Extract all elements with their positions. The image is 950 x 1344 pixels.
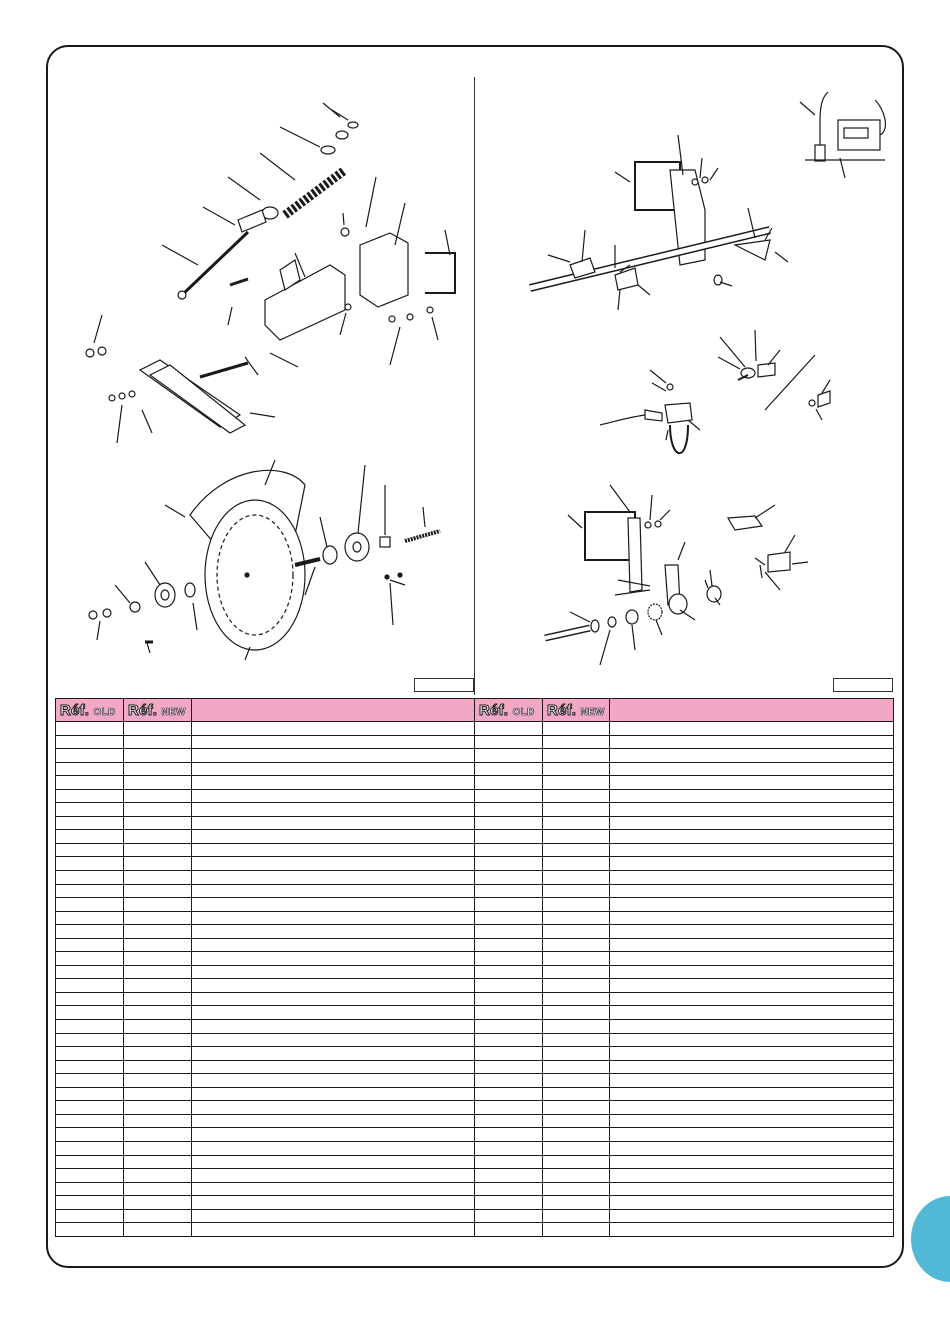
- table-cell: [192, 1196, 475, 1210]
- header-description-left: [192, 699, 475, 722]
- table-row: [56, 1128, 894, 1142]
- table-cell: [543, 1006, 610, 1020]
- table-cell: [610, 1155, 894, 1169]
- table-row: [56, 816, 894, 830]
- table-cell: [56, 1020, 124, 1034]
- table-cell: [124, 1006, 192, 1020]
- table-cell: [475, 1155, 543, 1169]
- table-cell: [543, 1033, 610, 1047]
- table-cell: [543, 938, 610, 952]
- table-cell: [192, 1209, 475, 1223]
- table-row: [56, 1209, 894, 1223]
- table-cell: [475, 979, 543, 993]
- table-cell: [192, 776, 475, 790]
- table-cell: [124, 830, 192, 844]
- table-row: [56, 1060, 894, 1074]
- table-cell: [543, 803, 610, 817]
- table-row: [56, 843, 894, 857]
- table-cell: [543, 1196, 610, 1210]
- table-cell: [192, 762, 475, 776]
- table-cell: [192, 1114, 475, 1128]
- diagram-drive-frame: [540, 480, 860, 675]
- table-cell: [124, 1114, 192, 1128]
- table-cell: [610, 1087, 894, 1101]
- table-cell: [124, 1020, 192, 1034]
- table-cell: [543, 1223, 610, 1237]
- table-cell: [543, 830, 610, 844]
- table-row: [56, 871, 894, 885]
- table-row: [56, 830, 894, 844]
- table-cell: [610, 1209, 894, 1223]
- table-cell: [124, 925, 192, 939]
- table-cell: [543, 979, 610, 993]
- table-cell: [56, 1101, 124, 1115]
- table-row: [56, 1047, 894, 1061]
- table-cell: [124, 735, 192, 749]
- table-cell: [192, 803, 475, 817]
- table-cell: [124, 1209, 192, 1223]
- table-row: [56, 911, 894, 925]
- table-cell: [543, 965, 610, 979]
- table-cell: [124, 816, 192, 830]
- table-cell: [610, 1006, 894, 1020]
- table-cell: [56, 1033, 124, 1047]
- table-cell: [610, 1020, 894, 1034]
- table-cell: [192, 992, 475, 1006]
- table-cell: [475, 992, 543, 1006]
- table-row: [56, 722, 894, 736]
- table-cell: [56, 735, 124, 749]
- table-cell: [543, 1128, 610, 1142]
- table-cell: [56, 1182, 124, 1196]
- table-cell: [610, 938, 894, 952]
- table-cell: [192, 1128, 475, 1142]
- table-row: [56, 992, 894, 1006]
- table-cell: [192, 1223, 475, 1237]
- table-cell: [543, 1141, 610, 1155]
- table-cell: [475, 735, 543, 749]
- header-description-right: [610, 699, 894, 722]
- table-cell: [475, 898, 543, 912]
- table-cell: [475, 789, 543, 803]
- table-cell: [475, 816, 543, 830]
- table-row: [56, 1155, 894, 1169]
- table-row: [56, 762, 894, 776]
- table-cell: [56, 1087, 124, 1101]
- table-row: [56, 857, 894, 871]
- table-cell: [56, 830, 124, 844]
- table-row: [56, 1114, 894, 1128]
- table-row: [56, 1006, 894, 1020]
- table-cell: [56, 762, 124, 776]
- table-cell: [56, 816, 124, 830]
- table-cell: [192, 816, 475, 830]
- table-cell: [543, 1060, 610, 1074]
- table-row: [56, 1182, 894, 1196]
- table-cell: [610, 1101, 894, 1115]
- table-cell: [475, 884, 543, 898]
- table-cell: [610, 884, 894, 898]
- table-cell: [610, 911, 894, 925]
- table-cell: [124, 762, 192, 776]
- table-cell: [610, 1223, 894, 1237]
- table-cell: [610, 1074, 894, 1088]
- table-cell: [124, 1033, 192, 1047]
- table-cell: [124, 965, 192, 979]
- table-cell: [610, 925, 894, 939]
- table-cell: [192, 884, 475, 898]
- table-cell: [192, 871, 475, 885]
- table-cell: [56, 952, 124, 966]
- table-cell: [475, 776, 543, 790]
- diagram-divider: [474, 77, 475, 695]
- table-cell: [543, 722, 610, 736]
- table-cell: [543, 925, 610, 939]
- table-cell: [543, 857, 610, 871]
- table-cell: [543, 1074, 610, 1088]
- table-cell: [543, 1020, 610, 1034]
- table-cell: [543, 1114, 610, 1128]
- table-cell: [543, 1209, 610, 1223]
- table-row: [56, 965, 894, 979]
- table-cell: [124, 1087, 192, 1101]
- table-row: [56, 803, 894, 817]
- table-cell: [192, 911, 475, 925]
- table-cell: [124, 776, 192, 790]
- table-cell: [610, 1047, 894, 1061]
- parts-table: [55, 698, 893, 1237]
- table-cell: [610, 1169, 894, 1183]
- table-cell: [475, 1141, 543, 1155]
- table-cell: [192, 952, 475, 966]
- table-cell: [56, 1060, 124, 1074]
- table-row: [56, 952, 894, 966]
- table-row: [56, 884, 894, 898]
- table-cell: [124, 911, 192, 925]
- table-cell: [56, 1047, 124, 1061]
- table-cell: [192, 749, 475, 763]
- table-cell: [610, 762, 894, 776]
- table-cell: [124, 1169, 192, 1183]
- table-cell: [543, 992, 610, 1006]
- table-cell: [475, 1020, 543, 1034]
- table-row: [56, 925, 894, 939]
- table-cell: [610, 830, 894, 844]
- diagram-disc-scraper: [75, 455, 465, 665]
- table-cell: [475, 857, 543, 871]
- table-cell: [192, 1087, 475, 1101]
- table-cell: [475, 1033, 543, 1047]
- table-cell: [543, 1047, 610, 1061]
- table-row: [56, 979, 894, 993]
- table-cell: [124, 938, 192, 952]
- table-cell: [124, 1128, 192, 1142]
- table-cell: [192, 1006, 475, 1020]
- reference-plate-right: [833, 678, 893, 692]
- header-ref-old-left: Réf. OLD: [56, 699, 124, 722]
- table-cell: [124, 1155, 192, 1169]
- table-cell: [124, 803, 192, 817]
- table-cell: [475, 1101, 543, 1115]
- table-cell: [56, 871, 124, 885]
- table-row: [56, 938, 894, 952]
- table-cell: [56, 1074, 124, 1088]
- table-cell: [56, 938, 124, 952]
- table-cell: [543, 1169, 610, 1183]
- header-ref-old-right: Réf. OLD: [475, 699, 543, 722]
- table-cell: [610, 1128, 894, 1142]
- table-cell: [610, 789, 894, 803]
- table-cell: [475, 1047, 543, 1061]
- table-cell: [124, 952, 192, 966]
- table-cell: [543, 871, 610, 885]
- table-cell: [543, 843, 610, 857]
- table-cell: [610, 843, 894, 857]
- table-cell: [543, 735, 610, 749]
- table-cell: [192, 1169, 475, 1183]
- table-cell: [124, 979, 192, 993]
- table-cell: [56, 911, 124, 925]
- table-cell: [192, 898, 475, 912]
- table-cell: [475, 1223, 543, 1237]
- table-cell: [543, 816, 610, 830]
- table-cell: [610, 992, 894, 1006]
- table-row: [56, 1169, 894, 1183]
- table-cell: [610, 1141, 894, 1155]
- table-cell: [543, 952, 610, 966]
- table-cell: [56, 1209, 124, 1223]
- table-cell: [475, 1006, 543, 1020]
- table-cell: [610, 1182, 894, 1196]
- table-cell: [475, 762, 543, 776]
- table-cell: [610, 722, 894, 736]
- table-cell: [192, 735, 475, 749]
- table-cell: [475, 1196, 543, 1210]
- table-cell: [610, 979, 894, 993]
- table-cell: [610, 749, 894, 763]
- table-cell: [610, 803, 894, 817]
- table-cell: [124, 1141, 192, 1155]
- table-cell: [56, 979, 124, 993]
- table-cell: [192, 979, 475, 993]
- table-cell: [124, 749, 192, 763]
- table-cell: [124, 898, 192, 912]
- table-cell: [192, 1182, 475, 1196]
- table-cell: [56, 1128, 124, 1142]
- table-cell: [56, 857, 124, 871]
- table-cell: [610, 898, 894, 912]
- table-row: [56, 1087, 894, 1101]
- table-cell: [475, 1087, 543, 1101]
- table-cell: [124, 992, 192, 1006]
- table-row: [56, 1033, 894, 1047]
- diagram-sensor-bracket: [590, 325, 850, 475]
- table-cell: [543, 1155, 610, 1169]
- table-row: [56, 749, 894, 763]
- table-cell: [475, 1182, 543, 1196]
- table-cell: [610, 965, 894, 979]
- table-cell: [475, 925, 543, 939]
- table-cell: [192, 830, 475, 844]
- table-cell: [543, 762, 610, 776]
- table-cell: [56, 722, 124, 736]
- table-cell: [56, 789, 124, 803]
- table-cell: [543, 898, 610, 912]
- table-row: [56, 1020, 894, 1034]
- table-cell: [56, 803, 124, 817]
- table-row: [56, 789, 894, 803]
- table-cell: [56, 1114, 124, 1128]
- table-cell: [56, 776, 124, 790]
- diagram-shaft-frame: [520, 90, 900, 330]
- table-cell: [475, 830, 543, 844]
- table-cell: [56, 1141, 124, 1155]
- table-cell: [543, 1182, 610, 1196]
- table-cell: [56, 1223, 124, 1237]
- table-cell: [124, 722, 192, 736]
- table-row: [56, 1223, 894, 1237]
- table-cell: [192, 843, 475, 857]
- table-cell: [475, 1074, 543, 1088]
- diagram-spring-arm: [70, 95, 460, 455]
- table-cell: [475, 952, 543, 966]
- table-cell: [56, 898, 124, 912]
- table-cell: [543, 776, 610, 790]
- table-cell: [124, 789, 192, 803]
- table-cell: [192, 1141, 475, 1155]
- table-row: [56, 1196, 894, 1210]
- table-cell: [475, 1060, 543, 1074]
- table-cell: [192, 722, 475, 736]
- table-cell: [192, 789, 475, 803]
- table-cell: [124, 884, 192, 898]
- table-cell: [610, 1033, 894, 1047]
- table-cell: [124, 1223, 192, 1237]
- table-row: [56, 1101, 894, 1115]
- table-header-row: [56, 699, 894, 722]
- table-cell: [610, 1114, 894, 1128]
- table-cell: [475, 843, 543, 857]
- table-cell: [124, 857, 192, 871]
- table-cell: [475, 803, 543, 817]
- table-cell: [543, 749, 610, 763]
- table-row: [56, 776, 894, 790]
- table-cell: [56, 965, 124, 979]
- table-cell: [192, 1060, 475, 1074]
- table-cell: [610, 857, 894, 871]
- table-row: [56, 1141, 894, 1155]
- table-cell: [56, 992, 124, 1006]
- table-cell: [124, 843, 192, 857]
- header-ref-new-right: Réf. NEW: [543, 699, 610, 722]
- page-thumb-tab: [911, 1196, 950, 1282]
- table-cell: [543, 1101, 610, 1115]
- table-cell: [192, 1033, 475, 1047]
- table-cell: [543, 789, 610, 803]
- table-cell: [610, 952, 894, 966]
- table-cell: [192, 1155, 475, 1169]
- table-cell: [610, 1060, 894, 1074]
- table-cell: [475, 1169, 543, 1183]
- table-cell: [475, 722, 543, 736]
- table-cell: [475, 871, 543, 885]
- table-cell: [124, 871, 192, 885]
- table-cell: [124, 1074, 192, 1088]
- table-row: [56, 898, 894, 912]
- table-cell: [56, 884, 124, 898]
- header-ref-new-left: Réf. NEW: [124, 699, 192, 722]
- table-cell: [124, 1182, 192, 1196]
- table-cell: [610, 871, 894, 885]
- table-cell: [475, 911, 543, 925]
- table-cell: [56, 925, 124, 939]
- table-cell: [124, 1196, 192, 1210]
- table-cell: [56, 749, 124, 763]
- table-cell: [124, 1060, 192, 1074]
- table-cell: [192, 1101, 475, 1115]
- table-cell: [475, 749, 543, 763]
- table-cell: [124, 1047, 192, 1061]
- table-cell: [610, 816, 894, 830]
- table-cell: [192, 925, 475, 939]
- table-cell: [192, 857, 475, 871]
- table-cell: [610, 1196, 894, 1210]
- table-cell: [192, 965, 475, 979]
- table-row: [56, 735, 894, 749]
- table-cell: [56, 1155, 124, 1169]
- table-cell: [124, 1101, 192, 1115]
- table-cell: [610, 735, 894, 749]
- table-cell: [192, 938, 475, 952]
- table-cell: [543, 911, 610, 925]
- table-cell: [475, 1209, 543, 1223]
- table-cell: [475, 938, 543, 952]
- table-cell: [610, 776, 894, 790]
- table-cell: [56, 843, 124, 857]
- table-cell: [192, 1047, 475, 1061]
- table-cell: [192, 1074, 475, 1088]
- table-cell: [56, 1006, 124, 1020]
- table-cell: [56, 1196, 124, 1210]
- table-cell: [475, 1114, 543, 1128]
- table-cell: [475, 1128, 543, 1142]
- table-cell: [192, 1020, 475, 1034]
- table-cell: [475, 965, 543, 979]
- table-cell: [543, 884, 610, 898]
- reference-plate-left: [414, 678, 474, 692]
- table-row: [56, 1074, 894, 1088]
- table-cell: [543, 1087, 610, 1101]
- table-cell: [56, 1169, 124, 1183]
